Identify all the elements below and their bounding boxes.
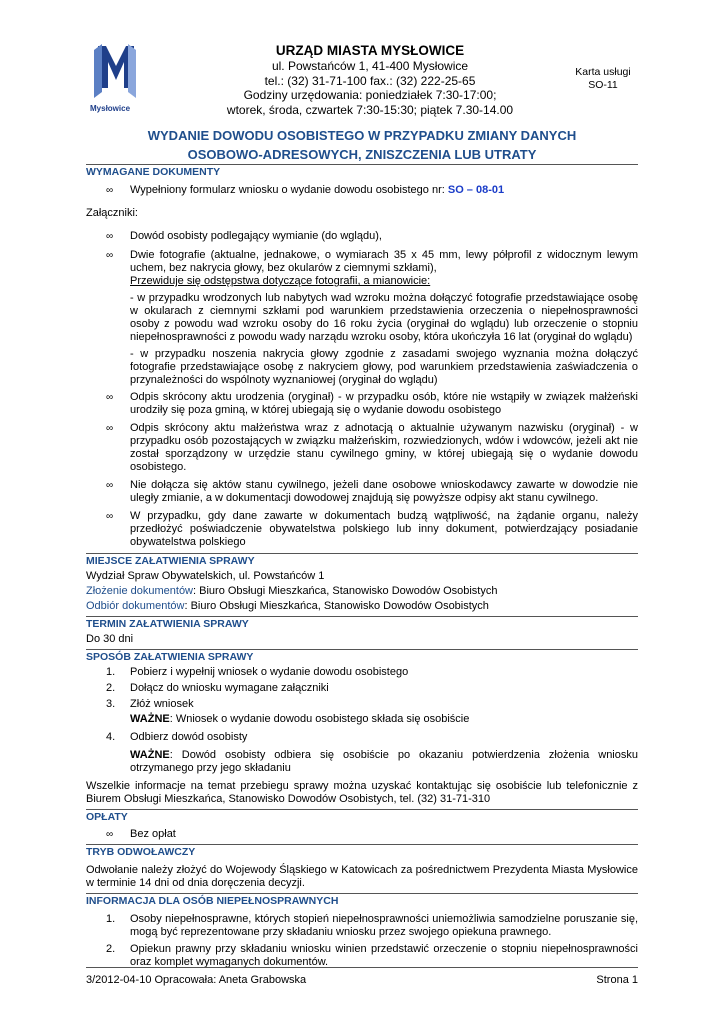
step3-note: : Wniosek o wydanie dowodu osobistego składa się osobiście [169,713,470,725]
list-item [86,943,638,969]
office-hours-2: wtorek, środa, czwartek 7:30-15:30; piątek 7.30-14.00 [226,102,514,117]
attachment-item: Dowód osobisty podlegający wymianie (do wglądu), [130,230,382,242]
method-info: Wszelkie informacje na temat przebiegu sprawy można uzyskać kontaktując się osobiście lub telefonicznie z Biurem Obsługi Mieszkańca, Stanowisko Dowodów Osobistych, tel. (32) 31-71-310 [86,780,638,805]
item-number: 1. [106,913,116,925]
important-label: WAŻNE [130,749,170,761]
form-text: Wypełniony formularz wniosku o wydanie dowodu osobistego nr: [130,184,448,196]
place-pickup [86,600,638,613]
city-logo [88,40,144,118]
card-label: Karta usługi [575,66,631,78]
term-value: Do 30 dni [86,633,134,645]
exception-item: - w przypadku noszenia nakrycia głowy zgodnie z zasadami swojego wyznania można dołączyć fotografie przedstawiające osobę z nakryciem głowy, pod warunkiem przedstawienia zaświadczenia o przynależności do wspólnoty wyznaniowej (oryginał do wglądu) [130,348,638,386]
pickup-value: : Biuro Obsługi Mieszkańca, Stanowisko Dowodów Osobistych [184,600,489,612]
footer-author: 3/2012-04-10 Opracowała: Aneta Grabowska [86,974,307,986]
step-note [86,749,638,775]
page-footer [86,967,638,987]
card-code: SO-11 [588,79,618,91]
list-item [86,184,638,197]
list-item [86,230,638,243]
list-item [86,249,638,275]
bullet-icon: ∞ [106,829,114,840]
list-item [86,479,638,505]
fees-value: Bez opłat [130,828,176,840]
title-line-2: OSOBOWO-ADRESOWYCH, ZNISZCZENIA LUB UTRATY [187,147,537,162]
bullet-icon: ∞ [106,250,114,261]
service-card [548,66,658,92]
office-header [160,42,580,117]
step-number: 4. [106,731,116,743]
step-text: Złóż wniosek [130,698,194,710]
bullet-icon: ∞ [106,392,114,403]
bullet-icon: ∞ [106,185,114,196]
office-hours-1: Godziny urzędowania: poniedziałek 7:30-17:00; [243,88,497,102]
step-note [86,713,638,726]
title-line-1: WYDANIE DOWODU OSOBISTEGO W PRZYPADKU ZMIANY DANYCH [147,128,577,143]
place-submit [86,585,638,598]
item-number: 2. [106,943,116,955]
list-item [86,731,638,744]
page-number: Strona 1 [596,974,638,986]
bullet-icon: ∞ [106,480,114,491]
form-code: SO – 08-01 [447,184,505,196]
appeal-text: Odwołanie należy złożyć do Wojewody Śląskiego w Katowicach za pośrednictwem Prezydenta Miasta Mysłowice w terminie 14 dni od dnia doręczenia decyzji. [86,864,638,889]
office-phone: tel.: (32) 31-71-100 fax.: (32) 222-25-65 [264,73,476,88]
place-heading: MIEJSCE ZAŁATWIENIA SPRAWY [86,553,638,568]
step4-note: : Dowód osobisty odbiera się osobiście po okazaniu potwierdzenia złożenia wniosku otrzymanego przy jego składaniu [130,749,638,774]
attachment-item: Nie dołącza się aktów stanu cywilnego, jeżeli dane osobowe wnioskodawcy zawarte w dowodzie nie uległy zmianie, a w dokumentacji dowodowej znajdują się powyższe odpisy akt stanu cywilnego. [130,479,638,504]
list-item [86,913,638,939]
document-body [86,164,638,969]
term-heading: TERMIN ZAŁATWIENIA SPRAWY [86,616,638,631]
logo-caption: Mysłowice [90,104,131,113]
method-heading: SPOSÓB ZAŁATWIENIA SPRAWY [86,649,638,664]
step-text: Dołącz do wniosku wymagane załączniki [130,682,329,694]
bullet-icon: ∞ [106,423,114,434]
list-item [86,828,638,841]
submit-label: Złożenie dokumentów [86,585,194,597]
pickup-label: Odbiór dokumentów [86,600,185,612]
attachments-label: Załączniki: [86,207,138,219]
list-item [86,422,638,474]
list-item [86,698,638,711]
office-address: ul. Powstańców 1, 41-400 Mysłowice [271,59,469,73]
place-dept: Wydział Spraw Obywatelskich, ul. Powstańców 1 [86,570,325,582]
submit-value: : Biuro Obsługi Mieszkańca, Stanowisko Dowodów Osobistych [193,585,498,597]
attachment-item: Dwie fotografie (aktualne, jednakowe, o wymiarach 35 x 45 mm, lewy półprofil z widocznym lewym uchem, bez nakrycia głowy, bez okularów z ciemnymi szkłami), [130,249,638,274]
attachment-item: Odpis skrócony aktu urodzenia (oryginał) - w przypadku osób, które nie wstąpiły w związek małżeński urodziły się poza gminą, w której ubiegają się o wydanie dowodu osobistego [130,391,638,416]
step-number: 1. [106,666,116,678]
office-name: URZĄD MIASTA MYSŁOWICE [275,43,465,58]
list-item [86,391,638,417]
document-title [86,126,638,164]
step-text: Pobierz i wypełnij wniosek o wydanie dowodu osobistego [130,666,409,678]
required-docs-heading: WYMAGANE DOKUMENTY [86,164,638,179]
attachment-item: Odpis skrócony aktu małżeństwa wraz z adnotacją o aktualnie używanym nazwisku (oryginał) - w przypadku osób pozostających w związku małżeńskim, rozwiedzionych, wdów i wdowców, jeżeli akt nie został sporządzony w urzędzie stanu cywilnego gminy, w której ubiegają się o wydanie dowodu osobistego. [130,422,638,473]
exceptions-label: Przewiduje się odstępstwa dotyczące fotografii, a mianowicie: [130,275,431,287]
appeal-heading: TRYB ODWOŁAWCZY [86,844,638,859]
bullet-icon: ∞ [106,231,114,242]
step-number: 3. [106,698,116,710]
disabled-item: Osoby niepełnosprawne, których stopień niepełnosprawności uniemożliwia samodzielne poruszanie się, mogą być reprezentowane przy składaniu wniosku przez swojego opiekuna prawnego. [130,913,638,938]
fees-heading: OPŁATY [86,809,638,824]
disabled-heading: INFORMACJA DLA OSÓB NIEPEŁNOSPRAWNYCH [86,893,638,908]
step-text: Odbierz dowód osobisty [130,731,248,743]
disabled-item: Opiekun prawny przy składaniu wniosku winien przedstawić orzeczenie o stopniu niepełnosprawności oraz komplet wymaganych dokumentów. [130,943,638,968]
list-item [86,666,638,679]
important-label: WAŻNE [130,713,170,725]
list-item [86,510,638,549]
list-item [86,682,638,695]
step-number: 2. [106,682,116,694]
attachment-item: W przypadku, gdy dane zawarte w dokumentach budzą wątpliwość, na żądanie organu, należy przedłożyć poświadczenie obywatelstwa polskiego lub inny dokument, potwierdzający posiadanie obywatelstwa polskiego [130,510,638,548]
exception-item: - w przypadku wrodzonych lub nabytych wad wzroku można dołączyć fotografie przedstawiające osobę w okularach z ciemnymi szkłami pod warunkiem przedstawienia orzeczenia o niepełnosprawności osoby z powodu wad wzroku osoby do 16 roku życia (oryginał do wglądu) lub orzeczenie o stopniu niepełnosprawności z powodu wady narządu wzroku osoby, która ukończyła 16 lat (oryginał do wglądu) [130,292,638,343]
bullet-icon: ∞ [106,511,114,522]
